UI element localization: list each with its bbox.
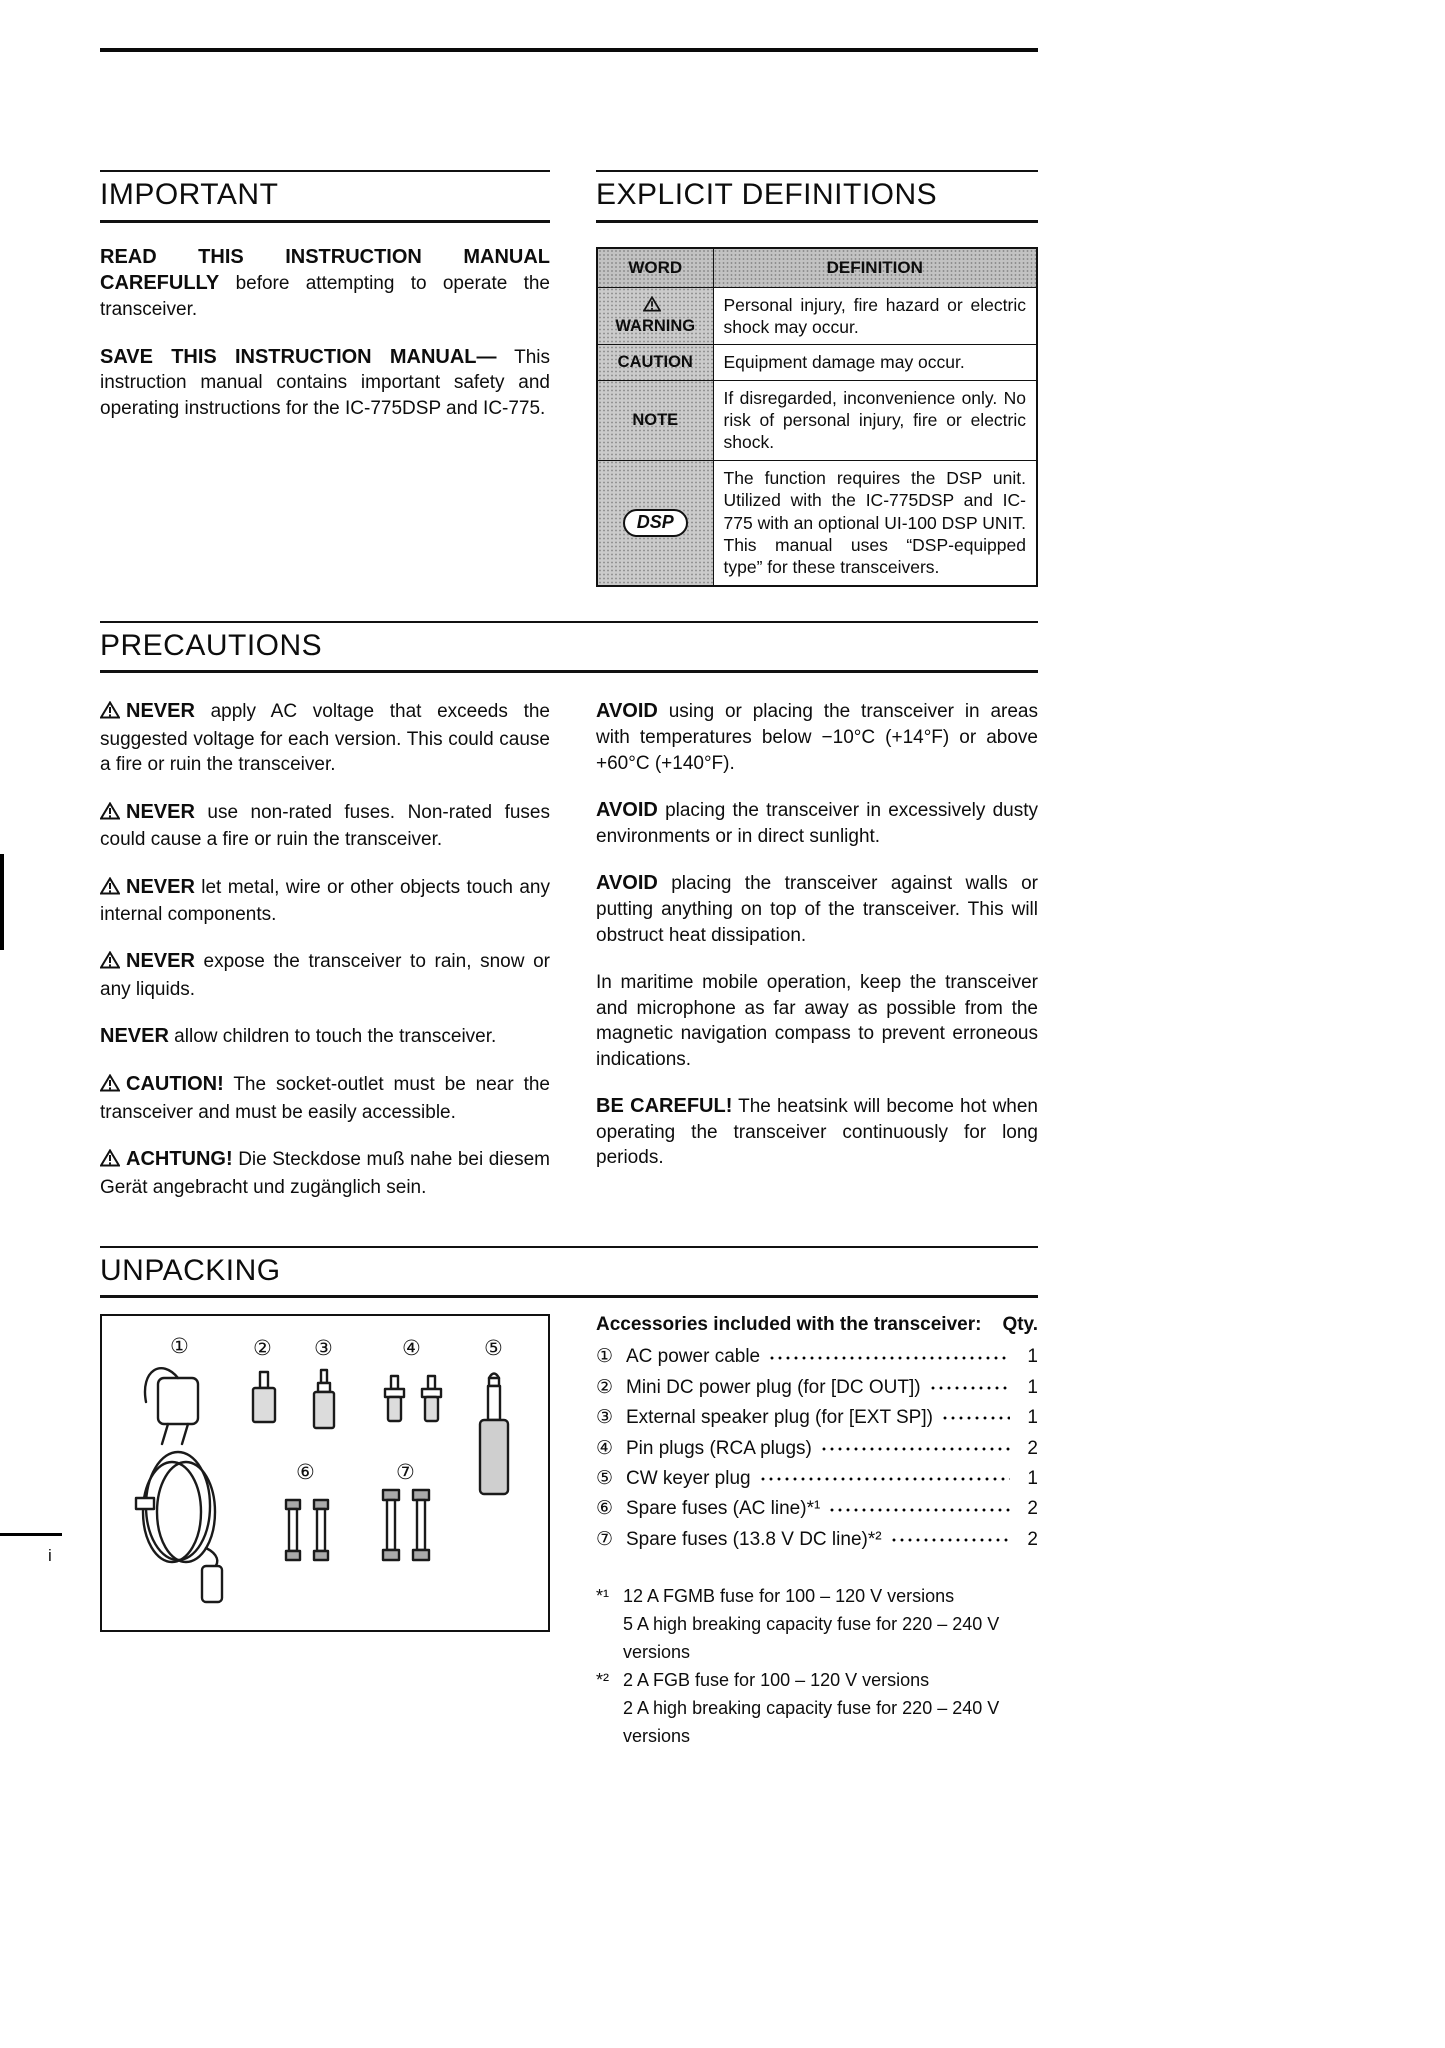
footer-rule — [0, 1533, 62, 1536]
warning-triangle-icon — [643, 296, 661, 317]
word-cell — [597, 460, 713, 585]
precaution-item — [100, 1023, 550, 1050]
accessory-item — [596, 1494, 1038, 1524]
item-label: AC power cable — [626, 1346, 761, 1368]
footnote — [596, 1695, 1038, 1751]
item-qty: 2 — [1027, 1528, 1038, 1550]
item-label: Pin plugs (RCA plugs) — [626, 1437, 812, 1459]
accessory-item — [596, 1525, 1038, 1555]
precautions-left-column — [100, 677, 550, 1200]
footnote-text: 12 A FGMB fuse for 100 – 120 V versions — [623, 1586, 955, 1607]
page-number: i — [48, 1546, 52, 1565]
item-qty: 1 — [1027, 1407, 1038, 1429]
figure-number: ① — [170, 1335, 189, 1359]
footnote-text: 2 A FGB fuse for 100 – 120 V versions — [623, 1669, 930, 1690]
qty-column-label: Qty. — [1002, 1314, 1038, 1336]
accessory-item — [596, 1434, 1038, 1464]
important-title: IMPORTANT — [100, 179, 550, 223]
item-number: ⑦ — [596, 1528, 614, 1550]
definitions-heading — [596, 170, 1038, 223]
definition-cell: Personal injury, fire hazard or electric shock may occur. — [713, 287, 1037, 345]
footnote-text: 5 A high breaking capacity fuse for 220 – 240 V versions — [623, 1614, 1000, 1662]
important-heading — [100, 170, 550, 223]
word-column-header: WORD — [597, 248, 713, 288]
important-paragraph — [100, 244, 550, 323]
precaution-text: apply AC voltage that exceeds the suggested voltage for each version. This could cause a fire or ruin the transceiver. — [100, 701, 550, 776]
warning-triangle-icon — [100, 1074, 120, 1099]
page-content — [100, 0, 1038, 1751]
table-row-dsp — [597, 460, 1037, 585]
definition-column-header: DEFINITION — [713, 248, 1037, 288]
top-rule — [100, 48, 1038, 52]
item-number: ⑥ — [596, 1498, 614, 1520]
precaution-item — [100, 1071, 550, 1125]
accessories-list-header — [596, 1314, 1038, 1336]
item-number: ① — [596, 1346, 614, 1368]
table-row-caution — [597, 345, 1037, 380]
precaution-text: expose the transceiver to rain, snow or any liquids. — [100, 951, 550, 1000]
table-header-row — [597, 248, 1037, 288]
accessories-list — [596, 1314, 1038, 1750]
precaution-item — [596, 969, 1038, 1072]
word-cell — [597, 287, 713, 345]
footnote — [596, 1611, 1038, 1667]
item-qty: 2 — [1027, 1437, 1038, 1459]
word-label: WARNING — [615, 316, 696, 335]
paragraph-text: This instruction manual contains important safety and operating instructions for the IC-775DSP and IC-775. — [100, 346, 550, 419]
accessories-illustration — [102, 1316, 548, 1630]
precaution-lead: AVOID — [596, 799, 658, 821]
figure-number: ⑥ — [296, 1461, 315, 1485]
definitions-title: EXPLICIT DEFINITIONS — [596, 179, 1038, 223]
precaution-lead: NEVER — [126, 800, 195, 823]
precaution-item — [100, 874, 550, 928]
precaution-lead: AVOID — [596, 700, 658, 723]
item-qty: 1 — [1027, 1376, 1038, 1398]
precaution-item — [100, 799, 550, 853]
item-qty: 1 — [1027, 1346, 1038, 1368]
precaution-item — [596, 698, 1038, 776]
item-number: ② — [596, 1376, 614, 1398]
item-label: CW keyer plug — [626, 1468, 751, 1490]
word-cell — [597, 345, 713, 380]
accessory-item — [596, 1373, 1038, 1403]
item-number: ⑤ — [596, 1468, 614, 1490]
precaution-item — [100, 948, 550, 1002]
table-row-warning — [597, 287, 1037, 345]
unpacking-section — [100, 1246, 1038, 1751]
important-section — [100, 170, 550, 421]
footnote — [596, 1583, 1038, 1611]
unpacking-heading — [100, 1246, 1038, 1299]
precautions-heading — [100, 621, 1038, 674]
precaution-text: use non-rated fuses. Non-rated fuses could cause a fire or ruin the transceiver. — [100, 801, 550, 851]
precaution-text: allow children to touch the transceiver. — [168, 1026, 497, 1048]
item-number: ③ — [596, 1407, 614, 1429]
scan-artifact-mark — [0, 854, 4, 950]
footnote-marker — [596, 1611, 623, 1667]
item-label: Spare fuses (AC line)*¹ — [626, 1498, 821, 1520]
precaution-lead: BE CAREFUL! — [596, 1095, 733, 1118]
precaution-text: In maritime mobile operation, keep the transceiver and microphone as far away as possible from the magnetic navigation compass to prevent erroneous indications. — [596, 971, 1038, 1070]
precaution-lead: CAUTION! — [126, 1073, 224, 1096]
footnotes — [596, 1583, 1038, 1750]
precaution-item — [596, 1093, 1038, 1171]
warning-triangle-icon — [100, 701, 120, 726]
dot-leader — [890, 1536, 1010, 1544]
precaution-text: placing the transceiver in excessively dusty environments or in direct sunlight. — [596, 800, 1038, 847]
precautions-body — [100, 677, 1038, 1200]
word-cell — [597, 380, 713, 460]
precautions-section — [100, 621, 1038, 1200]
word-label: CAUTION — [617, 352, 693, 371]
item-label: Mini DC power plug (for [DC OUT]) — [626, 1376, 921, 1398]
footnote-marker: *² — [596, 1669, 609, 1690]
accessory-item — [596, 1464, 1038, 1494]
figure-number: ② — [253, 1337, 272, 1361]
dot-leader — [820, 1445, 1010, 1453]
precaution-text: Die Steckdose muß nahe bei diesem Gerät angebracht und zugänglich sein. — [100, 1149, 550, 1198]
precaution-lead: NEVER — [126, 875, 195, 898]
figure-number: ③ — [314, 1337, 333, 1361]
footnote — [596, 1667, 1038, 1695]
warning-triangle-icon — [100, 951, 120, 976]
unpacking-title: UNPACKING — [100, 1255, 1038, 1299]
definition-cell: The function requires the DSP unit. Utilized with the IC-775DSP and IC-775 with an optional UI-100 DSP UNIT. This manual uses “DSP-equipped type” for these transceivers. — [713, 460, 1037, 585]
item-label: Spare fuses (13.8 V DC line)*² — [626, 1528, 882, 1550]
precaution-text: using or placing the transceiver in areas with temperatures below −10°C (+14°F) or above +60°C (+140°F). — [596, 701, 1038, 774]
accessories-figure — [100, 1314, 550, 1632]
dot-leader — [828, 1506, 1010, 1514]
precaution-lead: NEVER — [100, 1025, 169, 1048]
accessory-item — [596, 1403, 1038, 1433]
top-sections-row — [100, 170, 1038, 587]
precaution-item — [596, 870, 1038, 948]
precaution-text: let metal, wire or other objects touch any internal components. — [100, 876, 550, 926]
unpacking-body — [100, 1314, 1038, 1750]
precaution-lead: NEVER — [126, 700, 195, 723]
figure-number: ⑤ — [484, 1337, 503, 1361]
precaution-item — [100, 1146, 550, 1200]
definitions-table — [596, 247, 1038, 587]
definition-cell: If disregarded, inconvenience only. No risk of personal injury, fire or electric shock. — [713, 380, 1037, 460]
table-row-note — [597, 380, 1037, 460]
item-label: External speaker plug (for [EXT SP]) — [626, 1407, 933, 1429]
warning-triangle-icon — [100, 802, 120, 827]
precautions-title: PRECAUTIONS — [100, 630, 1038, 674]
important-paragraph — [100, 344, 550, 422]
precaution-text: The socket-outlet must be near the transceiver and must be easily accessible. — [100, 1074, 550, 1123]
precaution-lead: NEVER — [126, 950, 195, 973]
precaution-item — [100, 698, 550, 777]
figure-number: ⑦ — [396, 1461, 415, 1485]
footnote-marker — [596, 1695, 623, 1751]
footnote-text: 2 A high breaking capacity fuse for 220 – 240 V versions — [623, 1697, 1000, 1746]
footnote-marker: *¹ — [596, 1586, 609, 1607]
dot-leader — [768, 1354, 1010, 1362]
precaution-text: The heatsink will become hot when operating the transceiver continuously for long periods. — [596, 1096, 1038, 1169]
warning-triangle-icon — [100, 877, 120, 902]
precaution-lead: AVOID — [596, 872, 658, 895]
warning-triangle-icon — [100, 1149, 120, 1174]
accessory-item — [596, 1342, 1038, 1372]
accessories-list-title: Accessories included with the transceiver: — [596, 1314, 982, 1336]
item-qty: 1 — [1027, 1468, 1038, 1490]
item-qty: 2 — [1027, 1498, 1038, 1520]
precaution-lead: ACHTUNG! — [126, 1148, 233, 1171]
dot-leader — [929, 1384, 1010, 1392]
dot-leader — [941, 1414, 1010, 1422]
dsp-badge: DSP — [623, 509, 688, 537]
paragraph-text: before attempting to operate the transceiver. — [100, 273, 550, 321]
paragraph-lead: READ THIS INSTRUCTION MANUAL CAREFULLY — [100, 245, 550, 295]
explicit-definitions-section — [596, 170, 1038, 587]
figure-number: ④ — [402, 1337, 421, 1361]
definition-cell: Equipment damage may occur. — [713, 345, 1037, 380]
word-label: NOTE — [632, 410, 679, 429]
item-number: ④ — [596, 1437, 614, 1459]
precautions-right-column — [596, 677, 1038, 1200]
precaution-text: placing the transceiver against walls or putting anything on top of the transceiver. This will obstruct heat dissipation. — [596, 873, 1038, 946]
dot-leader — [759, 1475, 1010, 1483]
precaution-item — [596, 797, 1038, 849]
paragraph-lead: SAVE THIS INSTRUCTION MANUAL— — [100, 345, 497, 368]
